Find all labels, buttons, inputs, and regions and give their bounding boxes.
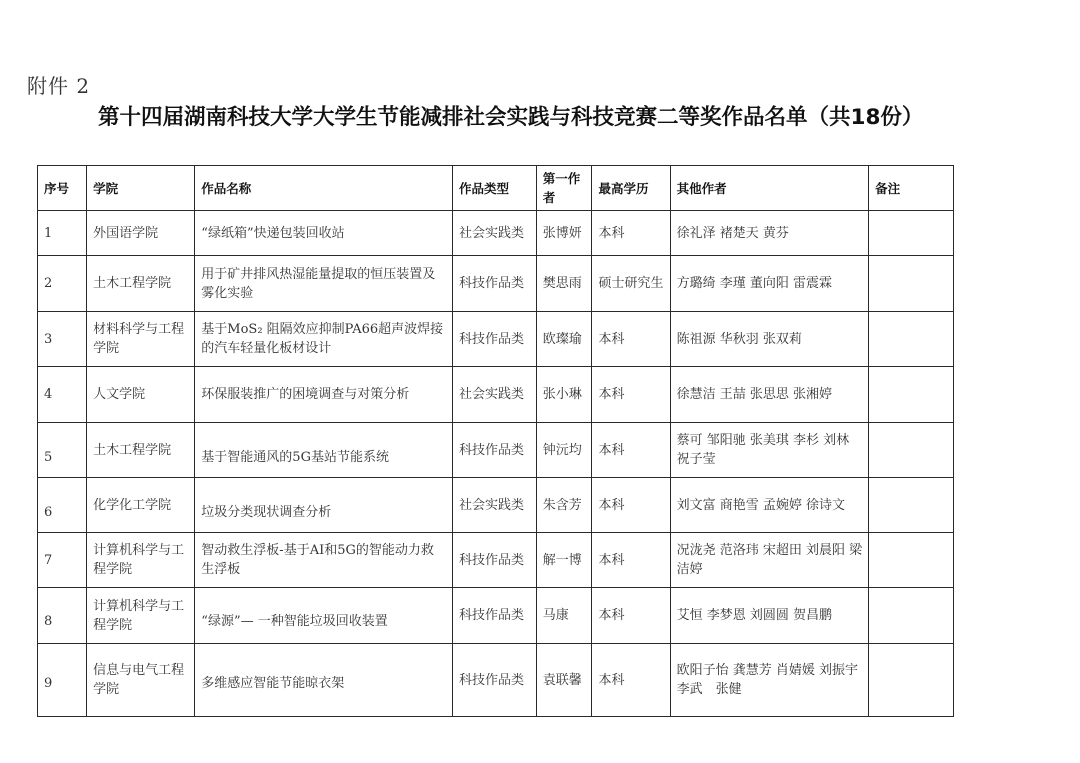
cell-degree: 本科 bbox=[592, 312, 670, 367]
cell-type: 科技作品类 bbox=[453, 256, 537, 312]
cell-type: 科技作品类 bbox=[453, 423, 537, 478]
cell-notes bbox=[869, 256, 954, 312]
cell-no: 4 bbox=[38, 367, 87, 423]
cell-type: 科技作品类 bbox=[453, 644, 537, 717]
cell-first-author: 袁联馨 bbox=[536, 644, 592, 717]
cell-degree: 本科 bbox=[592, 644, 670, 717]
cell-notes bbox=[869, 423, 954, 478]
header-other-authors: 其他作者 bbox=[670, 166, 869, 211]
header-first-author: 第一作者 bbox=[536, 166, 592, 211]
cell-type: 社会实践类 bbox=[453, 478, 537, 533]
cell-no: 1 bbox=[38, 211, 87, 256]
cell-first-author: 张博妍 bbox=[536, 211, 592, 256]
cell-title: 基于MoS₂ 阻隔效应抑制PA66超声波焊接的汽车轻量化板材设计 bbox=[195, 312, 453, 367]
cell-first-author: 解一博 bbox=[536, 533, 592, 588]
cell-other-authors: 况泷尧 范洛玮 宋超田 刘晨阳 梁洁婷 bbox=[670, 533, 869, 588]
cell-notes bbox=[869, 478, 954, 533]
cell-first-author: 马康 bbox=[536, 588, 592, 644]
table-row bbox=[38, 367, 954, 423]
cell-degree: 本科 bbox=[592, 367, 670, 423]
cell-other-authors: 蔡可 邹阳驰 张美琪 李杉 刘林 祝子莹 bbox=[670, 423, 869, 478]
cell-notes bbox=[869, 588, 954, 644]
table-row bbox=[38, 211, 954, 256]
cell-other-authors: 艾恒 李梦恩 刘圆圆 贺昌鹏 bbox=[670, 588, 869, 644]
cell-notes bbox=[869, 367, 954, 423]
table-row bbox=[38, 588, 954, 644]
cell-type: 科技作品类 bbox=[453, 588, 537, 644]
header-notes: 备注 bbox=[869, 166, 954, 211]
cell-no: 5 bbox=[38, 423, 87, 478]
cell-notes bbox=[869, 533, 954, 588]
table-row bbox=[38, 256, 954, 312]
cell-no: 9 bbox=[38, 644, 87, 717]
cell-other-authors: 方璐绮 李瑾 董向阳 雷震霖 bbox=[670, 256, 869, 312]
cell-first-author: 樊思雨 bbox=[536, 256, 592, 312]
cell-college: 计算机科学与工程学院 bbox=[87, 588, 195, 644]
cell-first-author: 钟沅均 bbox=[536, 423, 592, 478]
cell-college: 化学化工学院 bbox=[87, 478, 195, 533]
cell-college: 土木工程学院 bbox=[87, 256, 195, 312]
cell-notes bbox=[869, 644, 954, 717]
cell-no: 7 bbox=[38, 533, 87, 588]
header-degree: 最高学历 bbox=[592, 166, 670, 211]
table-row bbox=[38, 478, 954, 533]
cell-no: 2 bbox=[38, 256, 87, 312]
cell-other-authors: 徐礼泽 褚楚天 黄芬 bbox=[670, 211, 869, 256]
award-list-table bbox=[37, 165, 954, 717]
table-row bbox=[38, 423, 954, 478]
header-type: 作品类型 bbox=[453, 166, 537, 211]
cell-degree: 本科 bbox=[592, 211, 670, 256]
cell-college: 材料科学与工程学院 bbox=[87, 312, 195, 367]
cell-degree: 本科 bbox=[592, 423, 670, 478]
document-title: 第十四届湖南科技大学大学生节能减排社会实践与科技竞赛二等奖作品名单（共18份） bbox=[98, 105, 924, 130]
cell-title: 用于矿井排风热湿能量提取的恒压装置及雾化实验 bbox=[195, 256, 453, 312]
cell-degree: 本科 bbox=[592, 588, 670, 644]
cell-title: 智动救生浮板-基于AI和5G的智能动力救生浮板 bbox=[195, 533, 453, 588]
header-no: 序号 bbox=[38, 166, 87, 211]
cell-title: 基于智能通风的5G基站节能系统 bbox=[195, 423, 453, 478]
cell-college: 土木工程学院 bbox=[87, 423, 195, 478]
cell-type: 科技作品类 bbox=[453, 312, 537, 367]
attachment-label: 附件 2 bbox=[27, 74, 91, 98]
cell-notes bbox=[869, 312, 954, 367]
header-college: 学院 bbox=[87, 166, 195, 211]
cell-type: 社会实践类 bbox=[453, 367, 537, 423]
cell-title: “绿纸箱”快递包装回收站 bbox=[195, 211, 453, 256]
cell-degree: 本科 bbox=[592, 478, 670, 533]
cell-first-author: 欧璨瑜 bbox=[536, 312, 592, 367]
table-row bbox=[38, 312, 954, 367]
cell-title: 垃圾分类现状调查分析 bbox=[195, 478, 453, 533]
cell-no: 6 bbox=[38, 478, 87, 533]
cell-college: 信息与电气工程学院 bbox=[87, 644, 195, 717]
table-row bbox=[38, 533, 954, 588]
cell-title: “绿源”— 一种智能垃圾回收装置 bbox=[195, 588, 453, 644]
cell-degree: 硕士研究生 bbox=[592, 256, 670, 312]
cell-college: 人文学院 bbox=[87, 367, 195, 423]
cell-college: 计算机科学与工程学院 bbox=[87, 533, 195, 588]
table-header-row bbox=[38, 166, 954, 211]
cell-title: 环保服装推广的困境调查与对策分析 bbox=[195, 367, 453, 423]
cell-no: 3 bbox=[38, 312, 87, 367]
cell-college: 外国语学院 bbox=[87, 211, 195, 256]
cell-first-author: 朱含芳 bbox=[536, 478, 592, 533]
cell-notes bbox=[869, 211, 954, 256]
cell-other-authors: 刘文富 商艳雪 孟婉婷 徐诗文 bbox=[670, 478, 869, 533]
header-title: 作品名称 bbox=[195, 166, 453, 211]
cell-other-authors: 徐慧洁 王喆 张思思 张湘婷 bbox=[670, 367, 869, 423]
cell-no: 8 bbox=[38, 588, 87, 644]
cell-title: 多维感应智能节能晾衣架 bbox=[195, 644, 453, 717]
cell-other-authors: 陈祖源 华秋羽 张双莉 bbox=[670, 312, 869, 367]
table-row bbox=[38, 644, 954, 717]
cell-degree: 本科 bbox=[592, 533, 670, 588]
cell-other-authors: 欧阳子怡 龚慧芳 肖婧媛 刘振宇 李武 张健 bbox=[670, 644, 869, 717]
cell-type: 社会实践类 bbox=[453, 211, 537, 256]
cell-type: 科技作品类 bbox=[453, 533, 537, 588]
cell-first-author: 张小琳 bbox=[536, 367, 592, 423]
